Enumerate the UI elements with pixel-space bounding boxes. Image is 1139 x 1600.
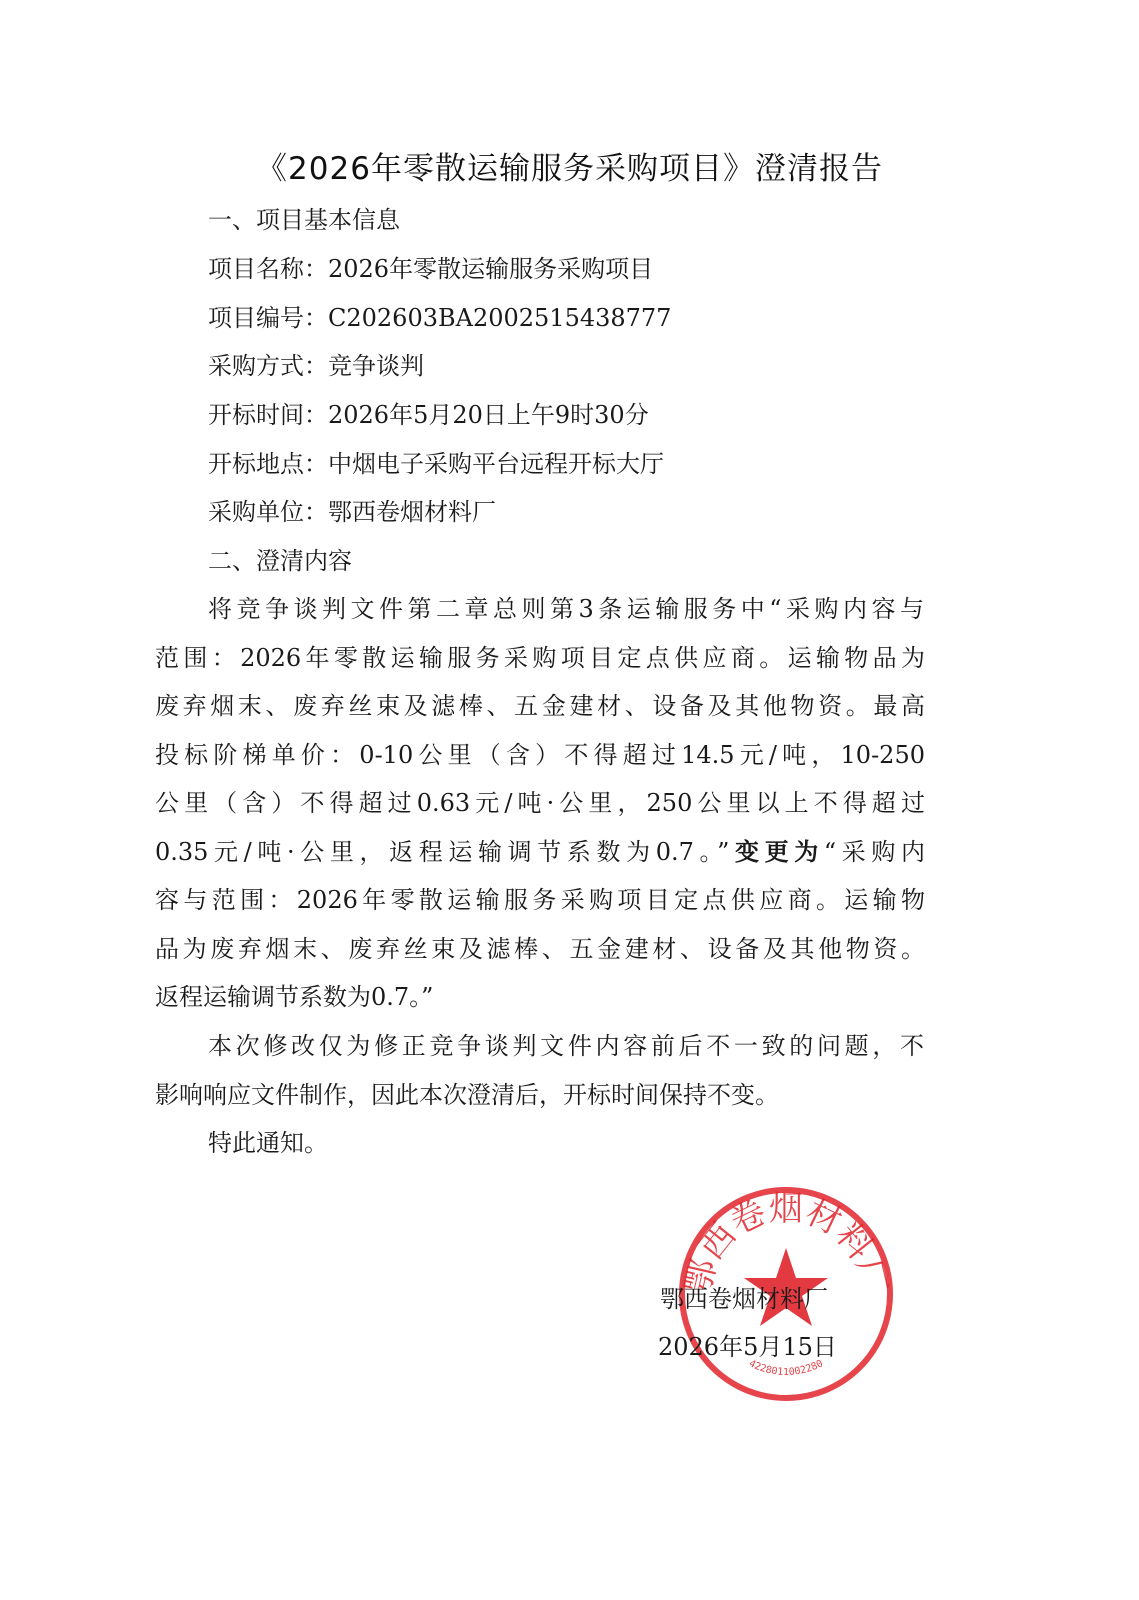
note-line: 本次修改仅为修正竞争谈判文件内容前后不一致的问题，不 [208,1032,924,1060]
body-line: 公里（含）不得超过0.63元/吨·公里，250公里以上不得超过 [155,789,925,817]
info-value: 2026年5月20日上午9时30分 [328,401,649,429]
document-title: 《2026年零散运输服务采购项目》澄清报告 [256,151,883,187]
seal-name-text: 鄂西卷烟材料厂 [677,1188,895,1298]
body-text: “采购内 [823,838,925,866]
signature-date: 2026年5月15日 [658,1333,837,1361]
body-line: 返程运输调节系数为0.7。” [155,983,434,1011]
info-value: 2026年零散运输服务采购项目 [328,255,654,283]
body-line: 投标阶梯单价：0-10公里（含）不得超过14.5元/吨，10-250 [155,741,925,769]
signature-unit: 鄂西卷烟材料厂 [660,1285,828,1313]
info-row-procurement-method [208,354,424,378]
change-keyword: 变更为 [729,837,824,866]
body-line-change [155,837,925,866]
info-label: 开标地点： [208,450,328,478]
info-label: 项目编号： [208,304,328,332]
body-line: 将竞争谈判文件第二章总则第3条运输服务中“采购内容与 [208,595,924,623]
body-text: 0.35元/吨·公里，返程运输调节系数为0.7。” [155,838,730,866]
body-line: 容与范围：2026年零散运输服务采购项目定点供应商。运输物 [155,886,925,914]
info-value: 鄂西卷烟材料厂 [328,498,496,526]
info-label: 采购单位： [208,498,328,526]
info-label: 采购方式： [208,352,328,380]
closing-remark: 特此通知。 [208,1129,328,1157]
body-line: 废弃烟末、废弃丝束及滤棒、五金建材、设备及其他物资。最高 [155,692,925,720]
body-line: 品为废弃烟末、废弃丝束及滤棒、五金建材、设备及其他物资。 [155,935,925,963]
info-row-purchasing-unit [208,500,496,524]
info-value: C202603BA2002515438777 [328,304,672,332]
info-row-project-name [208,257,653,281]
info-label: 项目名称： [208,255,328,283]
info-value: 中烟电子采购平台远程开标大厅 [328,450,664,478]
info-row-project-number [208,306,671,330]
info-row-opening-time [208,403,649,427]
section-heading-basic-info: 一、项目基本信息 [208,206,400,234]
section-heading-clarification: 二、澄清内容 [208,547,352,575]
info-row-opening-location [208,452,664,476]
note-line: 影响响应文件制作，因此本次澄清后，开标时间保持不变。 [155,1081,779,1109]
info-label: 开标时间： [208,401,328,429]
info-value: 竞争谈判 [328,352,424,380]
body-line: 范围：2026年零散运输服务采购项目定点供应商。运输物品为 [155,644,925,672]
seal-code-text: 4228011002280 [747,1358,825,1379]
